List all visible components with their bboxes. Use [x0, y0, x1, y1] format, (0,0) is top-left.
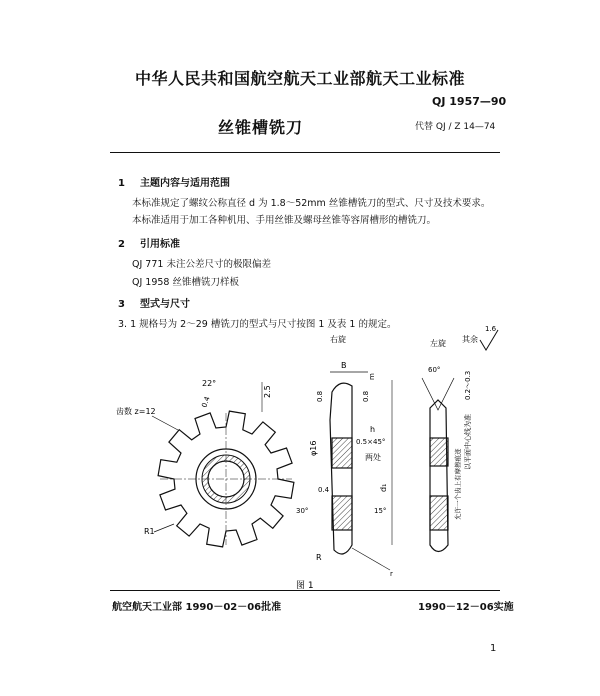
replaces-note: 代替 QJ / Z 14—74 [415, 122, 496, 132]
section-1-para-1: 本标准规定了螺纹公称直径 d 为 1.8～52mm 丝锥槽铣刀的型式、尺寸及技术要求。 [132, 198, 491, 209]
cutter-front-view [158, 411, 294, 547]
roughness-symbol-icon [480, 330, 498, 350]
section-1-para-2: 本标准适用于加工各种机用、手用丝锥及螺母丝锥等容屑槽形的槽铣刀。 [132, 215, 437, 226]
note-vertical-2: 允许一个齿上有摩擦痕迹 [454, 448, 462, 520]
radius-08-label-a: 0.8 [316, 390, 324, 402]
page-number: 1 [490, 643, 497, 654]
reference-1: QJ 771 未注公差尺寸的极限偏差 [132, 259, 271, 270]
section-1-heading: 1 主题内容与适用范围 [118, 178, 230, 189]
section-3-heading: 3 型式与尺寸 [118, 299, 190, 310]
implementation-date: 1990－12－06实施 [418, 602, 514, 613]
cutter-left-hand-section [430, 400, 448, 552]
angle-15-label: 15° [374, 507, 387, 515]
radius-r1-label: R1 [144, 527, 155, 536]
radius-08-label-b: 0.8 [362, 390, 370, 402]
reference-2: QJ 1958 丝锥槽铣刀样板 [132, 277, 239, 288]
clause-3-1: 3. 1 规格号为 2～29 槽铣刀的型式与尺寸按图 1 及表 1 的规定。 [118, 319, 397, 330]
footer-rule [110, 590, 500, 591]
teeth-count-label: 齿数 z=12 [116, 407, 156, 416]
roughness-label: 其余 [462, 335, 478, 344]
document-title: 丝锥槽铣刀 [218, 118, 304, 137]
left-hand-title: 左旋 [430, 339, 446, 348]
standard-number: QJ 1957—90 [432, 95, 507, 108]
section-2-heading: 2 引用标准 [118, 239, 180, 250]
chamfer-label: 0.5×45° [356, 438, 386, 446]
ministry-header: 中华人民共和国航空航天工业部航天工业标准 [134, 69, 465, 88]
dia-16-label: φ16 [309, 440, 318, 456]
both-places-label: 两处 [365, 453, 381, 462]
cutter-right-hand-section [330, 383, 352, 554]
approval-note: 航空航天工业部 1990－02－06批准 [112, 602, 282, 613]
angle-22-label: 22° [202, 379, 217, 388]
radius-r-label: R [316, 553, 322, 562]
radius-04-label-b: 0.4 [318, 486, 330, 494]
dim-25-label: 2.5 [263, 385, 272, 398]
radius-small-r-label: r [390, 570, 393, 578]
right-hand-title: 右旋 [330, 335, 346, 344]
angle-30-label: 30° [296, 507, 309, 515]
angle-60-label: 60° [428, 366, 441, 374]
radius-04-label-a: 0.4 [200, 395, 212, 409]
dim-b-label: B [341, 361, 347, 370]
dim-h-label: h [370, 425, 376, 434]
note-vertical-1: 以平面中心线为准 [464, 414, 472, 470]
figure-caption: 图 1 [296, 581, 314, 591]
range-label: 0.2～0.3 [464, 370, 472, 400]
roughness-value: 1.6 [485, 325, 497, 333]
dim-d1-label: d₁ [379, 483, 388, 492]
dim-m-label: m [368, 373, 376, 380]
